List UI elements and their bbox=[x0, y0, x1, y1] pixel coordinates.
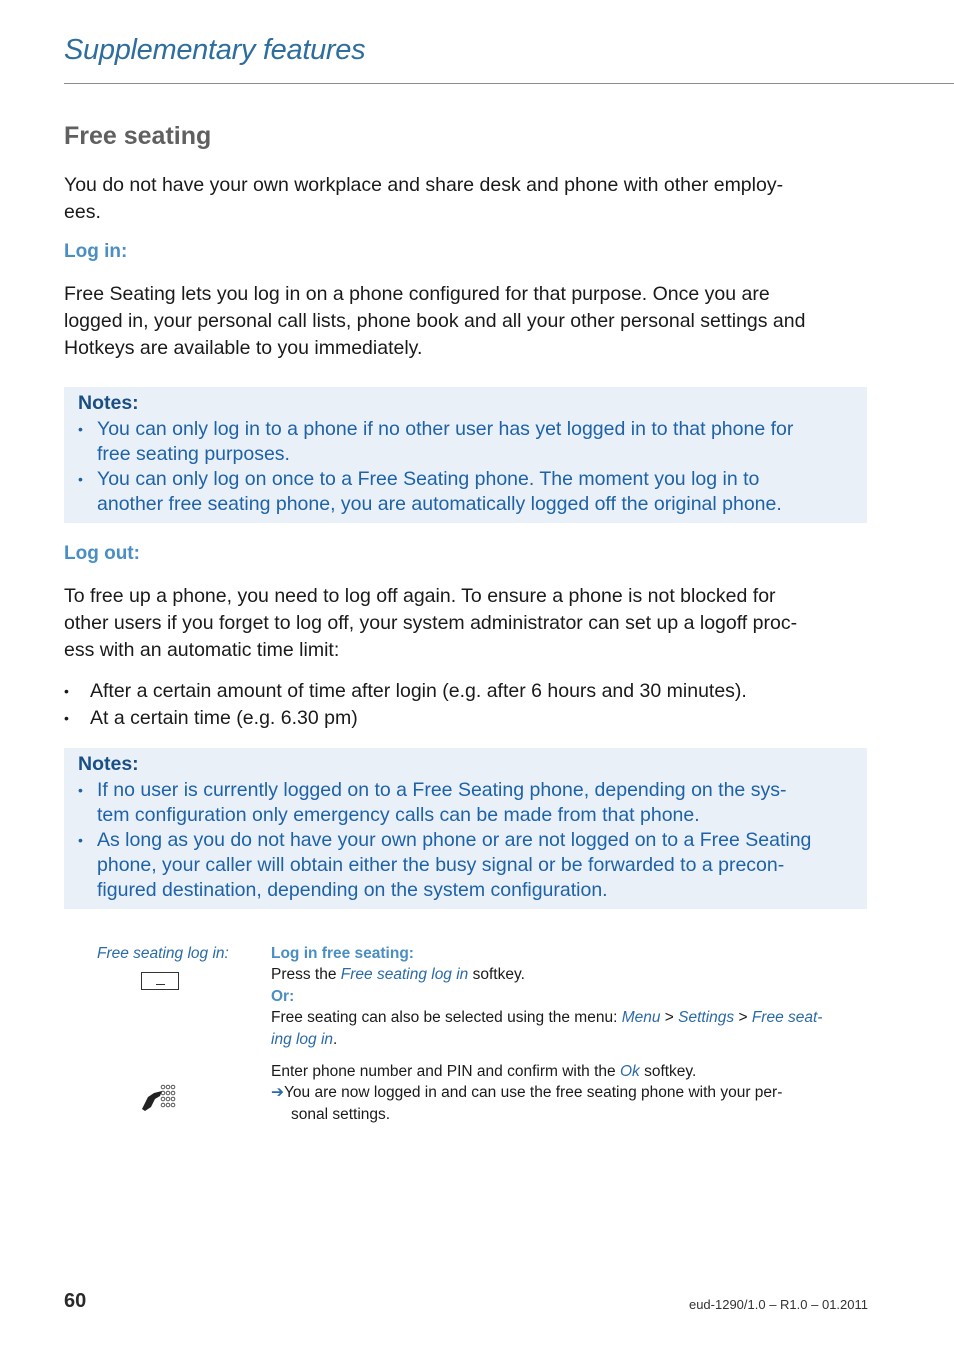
step-text: Enter phone number and PIN and confirm with the bbox=[271, 1063, 620, 1080]
step-text: Press the bbox=[271, 966, 341, 983]
bullet-icon: • bbox=[78, 832, 83, 848]
notes-label: Notes: bbox=[78, 392, 139, 414]
intro-line: ees. bbox=[64, 201, 101, 223]
bullet-icon: • bbox=[78, 471, 83, 487]
logout-bullet-text: After a certain amount of time after login (e.g. after 6 hours and 30 minutes). bbox=[90, 680, 747, 702]
note-line: another free seating phone, you are automatically logged off the original phone. bbox=[97, 493, 782, 515]
login-line: logged in, your personal call lists, phone book and all your other personal settings and bbox=[64, 310, 806, 332]
note-line: If no user is currently logged on to a Free Seating phone, depending on the sys- bbox=[97, 779, 787, 801]
menu-item-name: Settings bbox=[678, 1009, 735, 1026]
logout-bullet bbox=[64, 705, 864, 732]
step-text: softkey. bbox=[468, 966, 525, 983]
step-text: . bbox=[333, 1031, 338, 1048]
press-softkey-line bbox=[271, 964, 871, 986]
note-line: figured destination, depending on the system configuration. bbox=[97, 879, 608, 901]
note-line: tem configuration only emergency calls can be made from that phone. bbox=[97, 804, 700, 826]
note-item bbox=[78, 467, 858, 517]
logout-heading: Log out: bbox=[64, 543, 140, 564]
note-line: You can only log on once to a Free Seating phone. The moment you log in to bbox=[97, 468, 760, 490]
note-item bbox=[78, 417, 858, 467]
notes-label: Notes: bbox=[78, 753, 139, 775]
login-line: Hotkeys are available to you immediately. bbox=[64, 337, 423, 359]
bullet-icon: • bbox=[64, 710, 69, 726]
notes-box-logout bbox=[64, 748, 867, 909]
result-line: sonal settings. bbox=[291, 1106, 391, 1123]
section-title: Free seating bbox=[64, 122, 212, 150]
menu-path-line bbox=[271, 1029, 871, 1051]
menu-separator: > bbox=[734, 1009, 752, 1026]
logout-line: other users if you forget to log off, your system administrator can set up a logoff proc- bbox=[64, 612, 798, 634]
logout-paragraph bbox=[64, 583, 884, 664]
menu-separator: > bbox=[660, 1009, 679, 1026]
step-text: softkey. bbox=[639, 1063, 697, 1080]
login-heading: Log in: bbox=[64, 241, 128, 262]
note-item bbox=[78, 828, 858, 903]
menu-item-name: ing log in bbox=[271, 1031, 334, 1048]
header-divider bbox=[64, 83, 954, 84]
menu-item-name: Free seat- bbox=[751, 1009, 823, 1026]
arrow-icon: ➔ bbox=[271, 1084, 284, 1101]
note-line: As long as you do not have your own phone or are not logged on to a Free Seating bbox=[97, 829, 812, 851]
note-line: free seating purposes. bbox=[97, 443, 290, 465]
bullet-icon: • bbox=[78, 782, 83, 798]
login-line: Free Seating lets you log in on a phone configured for that purpose. Once you are bbox=[64, 283, 770, 305]
softkey-name: Ok bbox=[619, 1063, 640, 1080]
bullet-icon: • bbox=[64, 683, 69, 699]
softkey-caption: Free seating log in: bbox=[97, 945, 229, 962]
menu-item-name: Menu bbox=[621, 1009, 661, 1026]
intro-paragraph bbox=[64, 172, 884, 226]
chapter-title: Supplementary features bbox=[64, 34, 366, 66]
step-text: Free seating can also be selected using the menu: bbox=[271, 1009, 622, 1026]
notes-box-login bbox=[64, 387, 867, 523]
note-item bbox=[78, 778, 858, 828]
keypad-hand-icon bbox=[140, 1083, 176, 1113]
result-line bbox=[271, 1082, 871, 1104]
bullet-icon: • bbox=[78, 421, 83, 437]
note-line: phone, your caller will obtain either the busy signal or be forwarded to a precon- bbox=[97, 854, 785, 876]
softkey-button-icon bbox=[141, 972, 179, 990]
menu-path-line bbox=[271, 1007, 871, 1029]
note-line: You can only log in to a phone if no other user has yet logged in to that phone for bbox=[97, 418, 794, 440]
step-heading: Log in free seating: bbox=[271, 945, 414, 962]
result-text: You are now logged in and can use the free seating phone with your per- bbox=[284, 1084, 783, 1101]
login-paragraph bbox=[64, 281, 884, 362]
logout-bullet-text: At a certain time (e.g. 6.30 pm) bbox=[90, 707, 358, 729]
softkey-name: Free seating log in bbox=[340, 966, 469, 983]
enter-pin-line bbox=[271, 1061, 871, 1083]
logout-line: To free up a phone, you need to log off again. To ensure a phone is not blocked for bbox=[64, 585, 776, 607]
or-label: Or: bbox=[271, 988, 295, 1005]
document-id: eud-1290/1.0 – R1.0 – 01.2011 bbox=[688, 1297, 868, 1312]
intro-line: You do not have your own workplace and share desk and phone with other employ- bbox=[64, 174, 784, 196]
logout-line: ess with an automatic time limit: bbox=[64, 639, 340, 661]
page-number: 60 bbox=[64, 1290, 87, 1312]
logout-bullet bbox=[64, 678, 864, 705]
